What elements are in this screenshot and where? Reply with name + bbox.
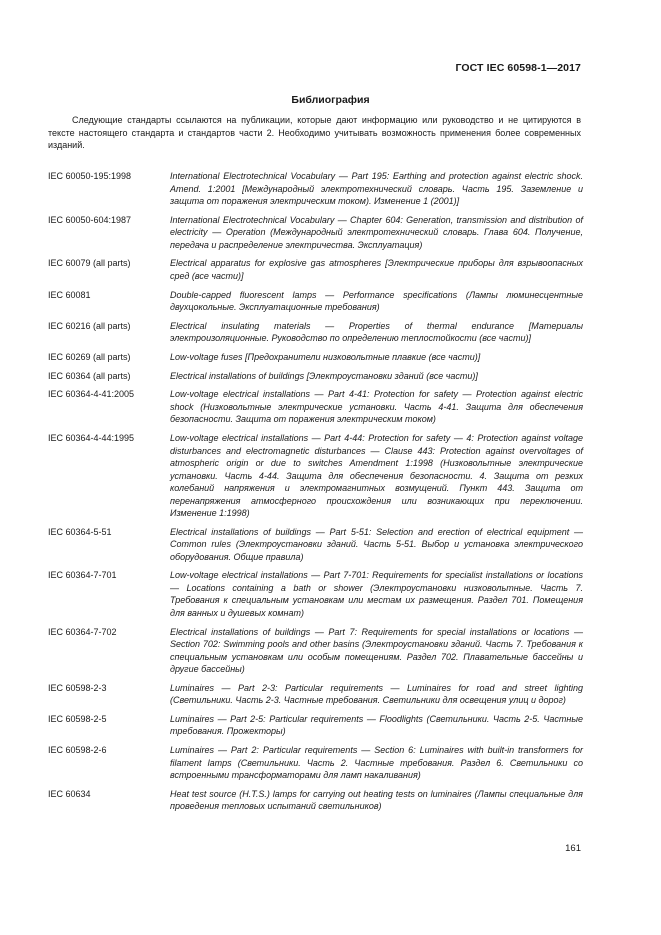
bibliography-entry [48, 351, 583, 364]
standard-code: IEC 60216 (all parts) [48, 320, 131, 331]
standard-description: Low-voltage electrical installations — Part 7-701: Requirements for specialist installations or locations — Locations containing a bath or shower (Электроустановки низковольтные. Часть 7. Требования к специальным установкам или местам их размещения. Раздел 701. Помещения для ванных и душевых комнат) [170, 570, 583, 618]
standard-description: International Electrotechnical Vocabulary — Chapter 604: Generation, transmission and distribution of electricity — Operation (Международный электротехнический словарь. Глава 604. Получение, передача и распределение электричества. Эксплуатация) [170, 214, 583, 250]
standard-code: IEC 60598-2-3 [48, 682, 107, 693]
standard-code: IEC 60364-5-51 [48, 526, 112, 537]
bibliography-entry [48, 682, 583, 707]
bibliography-entry [48, 388, 583, 426]
standard-description: Electrical installations of buildings [Электроустановки зданий (все части)] [170, 370, 478, 381]
page-title: Библиография [291, 94, 370, 106]
bibliography-entry [48, 569, 583, 619]
standard-description: Luminaires — Part 2-3: Particular requirements — Luminaires for road and street lighting (Светильники. Часть 2-3. Частные требования. Светильники для освещения улиц и дорог) [170, 682, 583, 706]
standard-description: Luminaires — Part 2: Particular requirements — Section 6: Luminaires with built-in transformers for filament lamps (Светильники. Часть 2. Частные требования. Раздел 6. Светильники со встроенными трансформаторами для ламп накаливания) [170, 745, 583, 781]
bibliography-entry [48, 713, 583, 738]
bibliography-entry [48, 526, 583, 564]
bibliography-entry [48, 257, 583, 282]
standard-code: IEC 60364-4-41:2005 [48, 389, 135, 400]
standard-description: Electrical insulating materials — Properties of thermal endurance [Материалы электроизоляционные. Руководство по определению теплостойкости (все части)] [170, 320, 583, 344]
standard-code: IEC 60364-7-702 [48, 626, 117, 637]
standard-code: IEC 60598-2-5 [48, 713, 107, 724]
standard-description: Electrical installations of buildings — Part 7: Requirements for special installations or locations — Section 702: Swimming pools and other basins (Электроустановки зданий. Часть 7. Требования к специальным установкам или особым помещениям. Раздел 702. Плавательные бассейны и другие бассейны) [170, 626, 583, 675]
standard-code: IEC 60269 (all parts) [48, 351, 131, 362]
standard-code: IEC 60050-604:1987 [48, 214, 132, 225]
standard-description: Low-voltage electrical installations — Part 4-44: Protection for safety — 4: Protection against voltage disturbances and electromagnetic disturbances — Clause 443: Protection against overvoltages of atmospheric origin or due to switches Amendment 1:1998 (Низковольтные электрические установки. Часть 4-44. Защита для обеспечения безопасности. 4. Защита от резких колебаний напряжения и электромагнитных возмущений. Пункт 443. Защита от перенапряжения атмосферного происхождения или возникающих при переключении. Изменение 1:1998) [170, 433, 583, 518]
bibliography-entry [48, 370, 583, 383]
document-header: ГОСТ IEC 60598-1—2017 [455, 62, 581, 74]
bibliography-entry [48, 432, 583, 520]
standard-description: Electrical apparatus for explosive gas atmospheres [Электрические приборы для взрывоопасных сред (все части)] [170, 258, 583, 281]
standard-description: Electrical installations of buildings — Part 5-51: Selection and erection of electrical equipment — Common rules (Электроустановки зданий. Часть 5-51. Выбор и установка электрического оборудования. Общие правила) [170, 526, 583, 562]
bibliography-entry [48, 170, 583, 208]
standard-code: IEC 60634 [48, 788, 91, 799]
standard-code: IEC 60079 (all parts) [48, 258, 131, 269]
bibliography-list [48, 170, 583, 819]
standard-description: Double-capped fluorescent lamps — Performance specifications (Лампы люминесцентные двухцокольные. Эксплуатационные требования) [170, 289, 583, 313]
standard-code: IEC 60364-7-701 [48, 570, 117, 581]
standard-description: Low-voltage electrical installations — Part 4-41: Protection for safety — Protection against electric shock (Низковольтные электрические установки. Часть 4-41. Защита для обеспечения безопасности. Защита от поражения электрическим током) [170, 389, 583, 425]
standard-description: International Electrotechnical Vocabulary — Part 195: Earthing and protection against electric shock. Amend. 1:2001 [Международный электротехнический словарь. Часть 195. Заземление и защита от поражения электрическим током). Изменение 1 (2001)] [170, 171, 583, 206]
bibliography-entry [48, 788, 583, 813]
standard-code: IEC 60081 [48, 289, 91, 300]
intro-paragraph: Следующие стандарты ссылаются на публикации, которые дают информацию или руководство и не цитируются в тексте настоящего стандарта и стандартов части 2. Необходимо учитывать возможность применения более современных изданий. [48, 115, 581, 150]
standard-code: IEC 60050-195:1998 [48, 171, 132, 181]
bibliography-entry [48, 626, 583, 676]
standard-code: IEC 60364-4-44:1995 [48, 433, 135, 443]
standard-code: IEC 60364 (all parts) [48, 370, 131, 381]
standard-description: Heat test source (H.T.S.) lamps for carrying out heating tests on luminaires (Лампы специальные для проведения тепловых испытаний светильников) [170, 788, 583, 812]
bibliography-entry [48, 744, 583, 782]
bibliography-entry [48, 320, 583, 345]
bibliography-entry [48, 214, 583, 252]
standard-description: Luminaires — Part 2-5: Particular requirements — Floodlights (Светильники. Часть 2-5. Частные требования. Прожекторы) [170, 713, 583, 737]
standard-description: Low-voltage fuses [Предохранители низковольтные плавкие (все части)] [170, 351, 481, 362]
bibliography-entry [48, 289, 583, 314]
page-number: 161 [565, 843, 581, 854]
standard-code: IEC 60598-2-6 [48, 745, 107, 756]
